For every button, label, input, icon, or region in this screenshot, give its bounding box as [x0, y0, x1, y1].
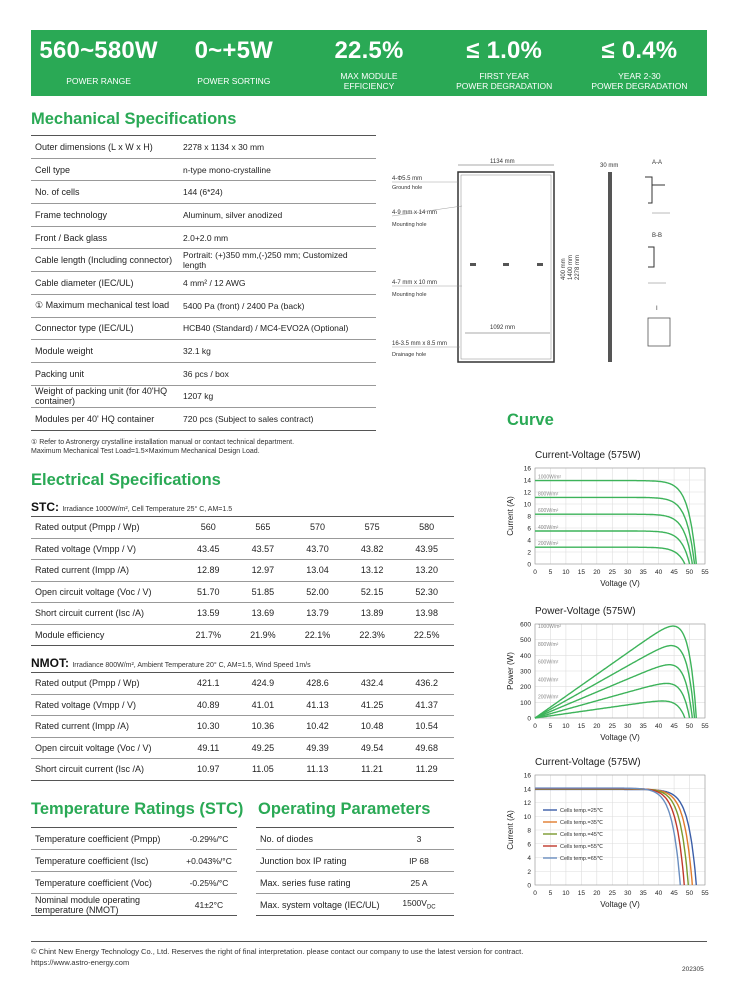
temperature-table [31, 827, 237, 916]
param-value: 436.2 [399, 673, 454, 695]
y-tick-label: 500 [520, 637, 531, 645]
series-line [535, 665, 692, 718]
table-row [31, 603, 454, 625]
spec-row [31, 362, 376, 385]
x-tick-label: 30 [624, 569, 632, 576]
spec-label: Temperature coefficient (Isc) [31, 850, 181, 872]
x-tick-label: 10 [562, 569, 570, 576]
x-tick-label: 50 [685, 890, 694, 897]
series-label: 600W/m² [538, 659, 559, 666]
spec-value: 2.0+2.0 mm [179, 226, 376, 249]
series-label: 800W/m² [538, 641, 559, 648]
param-label: Open circuit voltage (Voc / V) [31, 581, 181, 603]
series-label: 400W/m² [538, 677, 559, 684]
spec-label: Cell type [31, 158, 179, 181]
x-tick-label: 35 [639, 890, 647, 897]
stc-table [31, 516, 454, 646]
svg-text:4-7 mm x 10 mm: 4-7 mm x 10 mm [392, 280, 438, 286]
spec-value: Portrait: (+)350 mm,(-)250 mm; Customized length [179, 249, 376, 272]
x-tick-label: 20 [593, 723, 601, 730]
param-value: 22.5% [399, 624, 454, 646]
spec-value: -0.29%/°C [181, 828, 237, 850]
table-row [31, 538, 454, 560]
banner-later-degradation: ≤ 0.4% YEAR 2-30 POWER DEGRADATION [591, 37, 688, 91]
x-tick-label: 20 [593, 569, 601, 576]
x-tick-label: 55 [701, 569, 709, 576]
spec-label: Weight of packing unit (for 40'HQ container) [31, 385, 179, 408]
param-value: 575 [345, 517, 400, 539]
series-label: 600W/m² [538, 508, 559, 515]
param-value: 11.29 [399, 759, 454, 781]
legend-label: Cells temp.=45℃ [560, 832, 604, 838]
spec-row [256, 872, 454, 894]
section-aa [645, 177, 665, 203]
nmot-heading: NMOT: Irradiance 800W/m², Ambient Temperature 20° C, AM=1.5, Wind Speed 1m/s [31, 656, 311, 670]
param-value: 13.89 [345, 603, 400, 625]
param-value: 10.97 [181, 759, 236, 781]
series-label: 200W/m² [538, 541, 559, 548]
x-axis-label: Voltage (V) [600, 579, 640, 588]
pv-irradiance-chart [497, 602, 722, 748]
spec-value: HCB40 (Standard) / MC4-EVO2A (Optional) [179, 317, 376, 340]
x-tick-label: 35 [639, 569, 647, 576]
website-link[interactable]: https://www.astro-energy.com [31, 958, 130, 967]
svg-text:Mounting hole: Mounting hole [392, 292, 427, 298]
value-subscript: DC [426, 904, 436, 911]
table-row [31, 759, 454, 781]
svg-text:I: I [656, 306, 658, 312]
x-tick-label: 5 [548, 723, 553, 730]
x-tick-label: 55 [701, 723, 709, 730]
spec-row [31, 158, 376, 181]
svg-text:4-9 mm x 14 mm: 4-9 mm x 14 mm [392, 210, 438, 216]
spec-label: Connector type (IEC/UL) [31, 317, 179, 340]
series-line [535, 788, 684, 885]
series-line [535, 481, 696, 564]
spec-label: Cable length (Including connector) [31, 249, 179, 272]
param-value: 43.45 [181, 538, 236, 560]
param-value: 41.25 [345, 694, 400, 716]
legend-label: Cells temp.=35℃ [560, 820, 604, 826]
param-value: 49.68 [399, 737, 454, 759]
spec-row [31, 204, 376, 227]
series-label: 800W/m² [538, 491, 559, 498]
param-label: Rated output (Pmpp / Wp) [31, 517, 181, 539]
legend-label: Cells temp.=65℃ [560, 856, 604, 862]
footer: © Chint New Energy Technology Co., Ltd. Reserves the right of final interpretation. please contact our company to use the latest version for contract. https://www.astro-energy.com [31, 947, 524, 967]
spec-label: Nominal module operating temperature (NMOT) [31, 894, 181, 916]
svg-text:16-3.5 mm x 8.5 mm: 16-3.5 mm x 8.5 mm [392, 341, 448, 347]
spec-row [31, 872, 237, 894]
y-tick-label: 8 [527, 827, 531, 835]
spec-value: 2278 x 1134 x 30 mm [179, 136, 376, 159]
banner-power-sorting: 0~+5W POWER SORTING [194, 37, 273, 86]
y-tick-label: 14 [523, 477, 531, 485]
banner-power-range: 560~580W POWER RANGE [39, 37, 158, 86]
spec-row [31, 317, 376, 340]
spec-row [31, 828, 237, 850]
spec-row [31, 408, 376, 431]
spec-label: Temperature coefficient (Voc) [31, 872, 181, 894]
param-value: 12.89 [181, 560, 236, 582]
spec-label: Temperature coefficient (Pmpp) [31, 828, 181, 850]
x-tick-label: 15 [577, 723, 585, 730]
series-label: 1000W/m² [538, 474, 562, 481]
stc-heading: STC: Irradiance 1000W/m², Cell Temperature 25° C, AM=1.5 [31, 500, 233, 514]
x-tick-label: 40 [655, 569, 663, 576]
series-line [535, 701, 685, 718]
side-view [608, 172, 612, 362]
param-value: 43.57 [236, 538, 291, 560]
param-value: 13.98 [399, 603, 454, 625]
param-value: 580 [399, 517, 454, 539]
spec-row [31, 226, 376, 249]
spec-row [31, 272, 376, 295]
spec-label: Modules per 40' HQ container [31, 408, 179, 431]
spec-row [31, 136, 376, 159]
y-axis-label: Current (A) [506, 496, 515, 536]
spec-label: Module weight [31, 340, 179, 363]
temperature-title: Temperature Ratings (STC) [31, 800, 244, 818]
spec-row [31, 340, 376, 363]
x-tick-label: 45 [670, 723, 678, 730]
svg-text:1092 mm: 1092 mm [490, 325, 516, 331]
y-tick-label: 16 [523, 465, 531, 473]
table-row [31, 517, 454, 539]
param-value: 10.48 [345, 716, 400, 738]
x-tick-label: 15 [577, 890, 585, 897]
y-tick-label: 0 [527, 882, 531, 890]
table-row [31, 716, 454, 738]
curve-title: Curve [507, 411, 554, 429]
param-value: 52.15 [345, 581, 400, 603]
spec-row [256, 828, 454, 850]
param-value: 13.59 [181, 603, 236, 625]
param-value: 21.7% [181, 624, 236, 646]
x-tick-label: 25 [608, 890, 616, 897]
spec-row [31, 850, 237, 872]
svg-text:4-Φ5.5 mm: 4-Φ5.5 mm [392, 176, 423, 182]
spec-value: 5400 Pa (front) / 2400 Pa (back) [179, 294, 376, 317]
spec-value: 41±2°C [181, 894, 237, 916]
iv-temperature-chart [497, 755, 722, 910]
param-value: 49.25 [236, 737, 291, 759]
param-label: Module efficiency [31, 624, 181, 646]
param-value: 13.79 [290, 603, 345, 625]
spec-row [31, 249, 376, 272]
mechanical-title: Mechanical Specifications [31, 110, 237, 128]
series-line [535, 547, 685, 564]
spec-value: n-type mono-crystalline [179, 158, 376, 181]
svg-text:30 mm: 30 mm [600, 163, 619, 169]
param-value: 13.12 [345, 560, 400, 582]
param-value: 11.21 [345, 759, 400, 781]
param-value: 22.1% [290, 624, 345, 646]
x-tick-label: 30 [624, 723, 632, 730]
param-value: 560 [181, 517, 236, 539]
param-label: Open circuit voltage (Voc / V) [31, 737, 181, 759]
x-tick-label: 5 [548, 890, 553, 897]
spec-label: No. of cells [31, 181, 179, 204]
spec-label: Max. series fuse rating [256, 872, 384, 894]
chart-title: Current-Voltage (575W) [535, 450, 641, 461]
x-tick-label: 0 [533, 723, 537, 730]
x-axis-label: Voltage (V) [600, 900, 640, 909]
param-value: 570 [290, 517, 345, 539]
param-value: 43.95 [399, 538, 454, 560]
param-value: 432.4 [345, 673, 400, 695]
param-label: Short circuit current (Isc /A) [31, 759, 181, 781]
series-label: 1000W/m² [538, 624, 562, 631]
spec-row [31, 294, 376, 317]
table-row [31, 581, 454, 603]
spec-value: -0.25%/°C [181, 872, 237, 894]
param-value: 10.36 [236, 716, 291, 738]
section-bb [648, 247, 654, 267]
operating-title: Operating Parameters [258, 800, 431, 818]
svg-text:400 mm: 400 mm [561, 258, 567, 280]
svg-text:Mounting hole: Mounting hole [392, 222, 427, 228]
param-value: 43.82 [345, 538, 400, 560]
y-tick-label: 14 [523, 786, 531, 794]
param-label: Rated current (Impp /A) [31, 716, 181, 738]
key-figures-banner [31, 30, 707, 96]
x-tick-label: 10 [562, 890, 570, 897]
param-value: 424.9 [236, 673, 291, 695]
electrical-title: Electrical Specifications [31, 471, 221, 489]
series-label: 200W/m² [538, 694, 559, 701]
spec-label: Frame technology [31, 204, 179, 227]
y-tick-label: 2 [527, 868, 531, 876]
y-tick-label: 0 [527, 715, 531, 723]
param-value: 10.54 [399, 716, 454, 738]
y-tick-label: 10 [523, 501, 531, 509]
spec-label: Packing unit [31, 362, 179, 385]
param-value: 41.37 [399, 694, 454, 716]
param-value: 428.6 [290, 673, 345, 695]
spec-value: 720 pcs (Subject to sales contract) [179, 408, 376, 431]
y-tick-label: 6 [527, 525, 531, 533]
spec-value: IP 68 [384, 850, 454, 872]
table-row [31, 560, 454, 582]
spec-row [256, 894, 454, 916]
spec-value: 3 [384, 828, 454, 850]
width-label: 1134 mm [490, 159, 515, 165]
y-axis-label: Power (W) [506, 652, 515, 690]
spec-value: 32.1 kg [179, 340, 376, 363]
x-tick-label: 50 [685, 723, 694, 730]
x-tick-label: 35 [639, 723, 647, 730]
param-value: 49.11 [181, 737, 236, 759]
spec-value: +0.043%/°C [181, 850, 237, 872]
param-value: 11.05 [236, 759, 291, 781]
footer-divider [31, 941, 707, 942]
module-dimension-drawing [390, 155, 710, 375]
svg-text:1400 mm: 1400 mm [568, 254, 574, 280]
param-value: 565 [236, 517, 291, 539]
spec-value: 1207 kg [179, 385, 376, 408]
x-tick-label: 40 [655, 890, 663, 897]
spec-row [31, 385, 376, 408]
param-value: 13.69 [236, 603, 291, 625]
banner-efficiency: 22.5% MAX MODULE EFFICIENCY [334, 37, 404, 91]
spec-value: $1500V_{DC}$ [384, 894, 454, 916]
module-outline [458, 172, 554, 362]
x-tick-label: 15 [577, 569, 585, 576]
series-line [535, 514, 692, 564]
spec-row [256, 850, 454, 872]
param-value: 52.00 [290, 581, 345, 603]
spec-label: Max. system voltage (IEC/UL) [256, 894, 384, 916]
y-tick-label: 4 [527, 537, 531, 545]
spec-value: 4 mm² / 12 AWG [179, 272, 376, 295]
spec-value: 144 (6*24) [179, 181, 376, 204]
spec-value: 36 pcs / box [179, 362, 376, 385]
x-tick-label: 0 [533, 890, 537, 897]
nmot-table [31, 672, 454, 781]
y-tick-label: 12 [523, 800, 531, 807]
param-value: 51.70 [181, 581, 236, 603]
x-tick-label: 40 [655, 723, 663, 730]
param-value: 421.1 [181, 673, 236, 695]
spec-row [31, 894, 237, 916]
y-tick-label: 2 [527, 549, 531, 557]
y-tick-label: 8 [527, 513, 531, 521]
param-value: 43.70 [290, 538, 345, 560]
x-tick-label: 20 [593, 890, 601, 897]
svg-text:B-B: B-B [652, 233, 663, 239]
param-value: 49.54 [345, 737, 400, 759]
spec-label: Junction box IP rating [256, 850, 384, 872]
svg-text:Ground hole: Ground hole [392, 185, 423, 191]
y-tick-label: 6 [527, 841, 531, 849]
table-row [31, 673, 454, 695]
y-tick-label: 16 [523, 772, 531, 780]
param-label: Rated voltage (Vmpp / V) [31, 538, 181, 560]
series-label: 400W/m² [538, 525, 559, 531]
x-tick-label: 30 [624, 890, 632, 897]
param-value: 40.89 [181, 694, 236, 716]
x-tick-label: 50 [685, 569, 694, 576]
param-label: Rated current (Impp /A) [31, 560, 181, 582]
param-value: 13.04 [290, 560, 345, 582]
y-tick-label: 10 [523, 813, 531, 821]
y-tick-label: 0 [527, 561, 531, 569]
param-value: 11.13 [290, 759, 345, 781]
x-tick-label: 0 [533, 569, 537, 576]
y-tick-label: 600 [520, 621, 531, 629]
param-value: 41.13 [290, 694, 345, 716]
y-tick-label: 300 [520, 668, 531, 676]
x-tick-label: 45 [670, 569, 678, 576]
svg-text:A-A: A-A [652, 160, 663, 166]
mechanical-table [31, 135, 376, 431]
detail-i [648, 318, 670, 346]
x-tick-label: 45 [670, 890, 678, 897]
param-value: 10.30 [181, 716, 236, 738]
param-label: Short circuit current (Isc /A) [31, 603, 181, 625]
param-value: 12.97 [236, 560, 291, 582]
x-tick-label: 25 [608, 569, 616, 576]
param-value: 10.42 [290, 716, 345, 738]
chart-title: Power-Voltage (575W) [535, 606, 636, 617]
spec-label: Front / Back glass [31, 226, 179, 249]
svg-text:2278 mm: 2278 mm [575, 254, 581, 280]
operating-table [256, 827, 454, 916]
x-tick-label: 55 [701, 890, 709, 897]
x-tick-label: 5 [548, 569, 553, 576]
banner-first-year-degradation: ≤ 1.0% FIRST YEAR POWER DEGRADATION [456, 37, 553, 91]
spec-value: 25 A [384, 872, 454, 894]
param-value: 21.9% [236, 624, 291, 646]
legend-label: Cells temp.=55℃ [560, 844, 604, 850]
chart-title: Current-Voltage (575W) [535, 757, 641, 768]
x-tick-label: 10 [562, 723, 570, 730]
y-tick-label: 4 [527, 855, 531, 862]
param-label: Rated output (Pmpp / Wp) [31, 673, 181, 695]
param-value: 52.30 [399, 581, 454, 603]
y-axis-label: Current (A) [506, 810, 515, 850]
param-value: 41.01 [236, 694, 291, 716]
x-tick-label: 25 [608, 723, 616, 730]
param-value: 13.20 [399, 560, 454, 582]
table-row [31, 694, 454, 716]
y-tick-label: 100 [520, 699, 531, 707]
mechanical-note: ① Refer to Astronergy crystalline installation manual or contact technical department. Maximum Mechanical Test Load=1.5×Maximum Mechanical Design Load. [31, 439, 295, 455]
y-tick-label: 400 [520, 652, 531, 660]
spec-label: No. of diodes [256, 828, 384, 850]
x-axis-label: Voltage (V) [600, 733, 640, 742]
param-value: 51.85 [236, 581, 291, 603]
document-code: 202305 [682, 966, 704, 973]
spec-label: ① Maximum mechanical test load [31, 294, 179, 317]
legend-label: Cells temp.=25℃ [560, 808, 604, 814]
table-row [31, 624, 454, 646]
param-value: 22.3% [345, 624, 400, 646]
spec-value: Aluminum, silver anodized [179, 204, 376, 227]
y-tick-label: 12 [523, 489, 531, 497]
param-label: Rated voltage (Vmpp / V) [31, 694, 181, 716]
svg-text:Drainage hole: Drainage hole [392, 352, 427, 358]
table-row [31, 737, 454, 759]
y-tick-label: 200 [520, 684, 531, 692]
param-value: 49.39 [290, 737, 345, 759]
iv-irradiance-chart [497, 444, 722, 596]
spec-label: Cable diameter (IEC/UL) [31, 272, 179, 295]
spec-row [31, 181, 376, 204]
spec-label: Outer dimensions (L x W x H) [31, 136, 179, 159]
